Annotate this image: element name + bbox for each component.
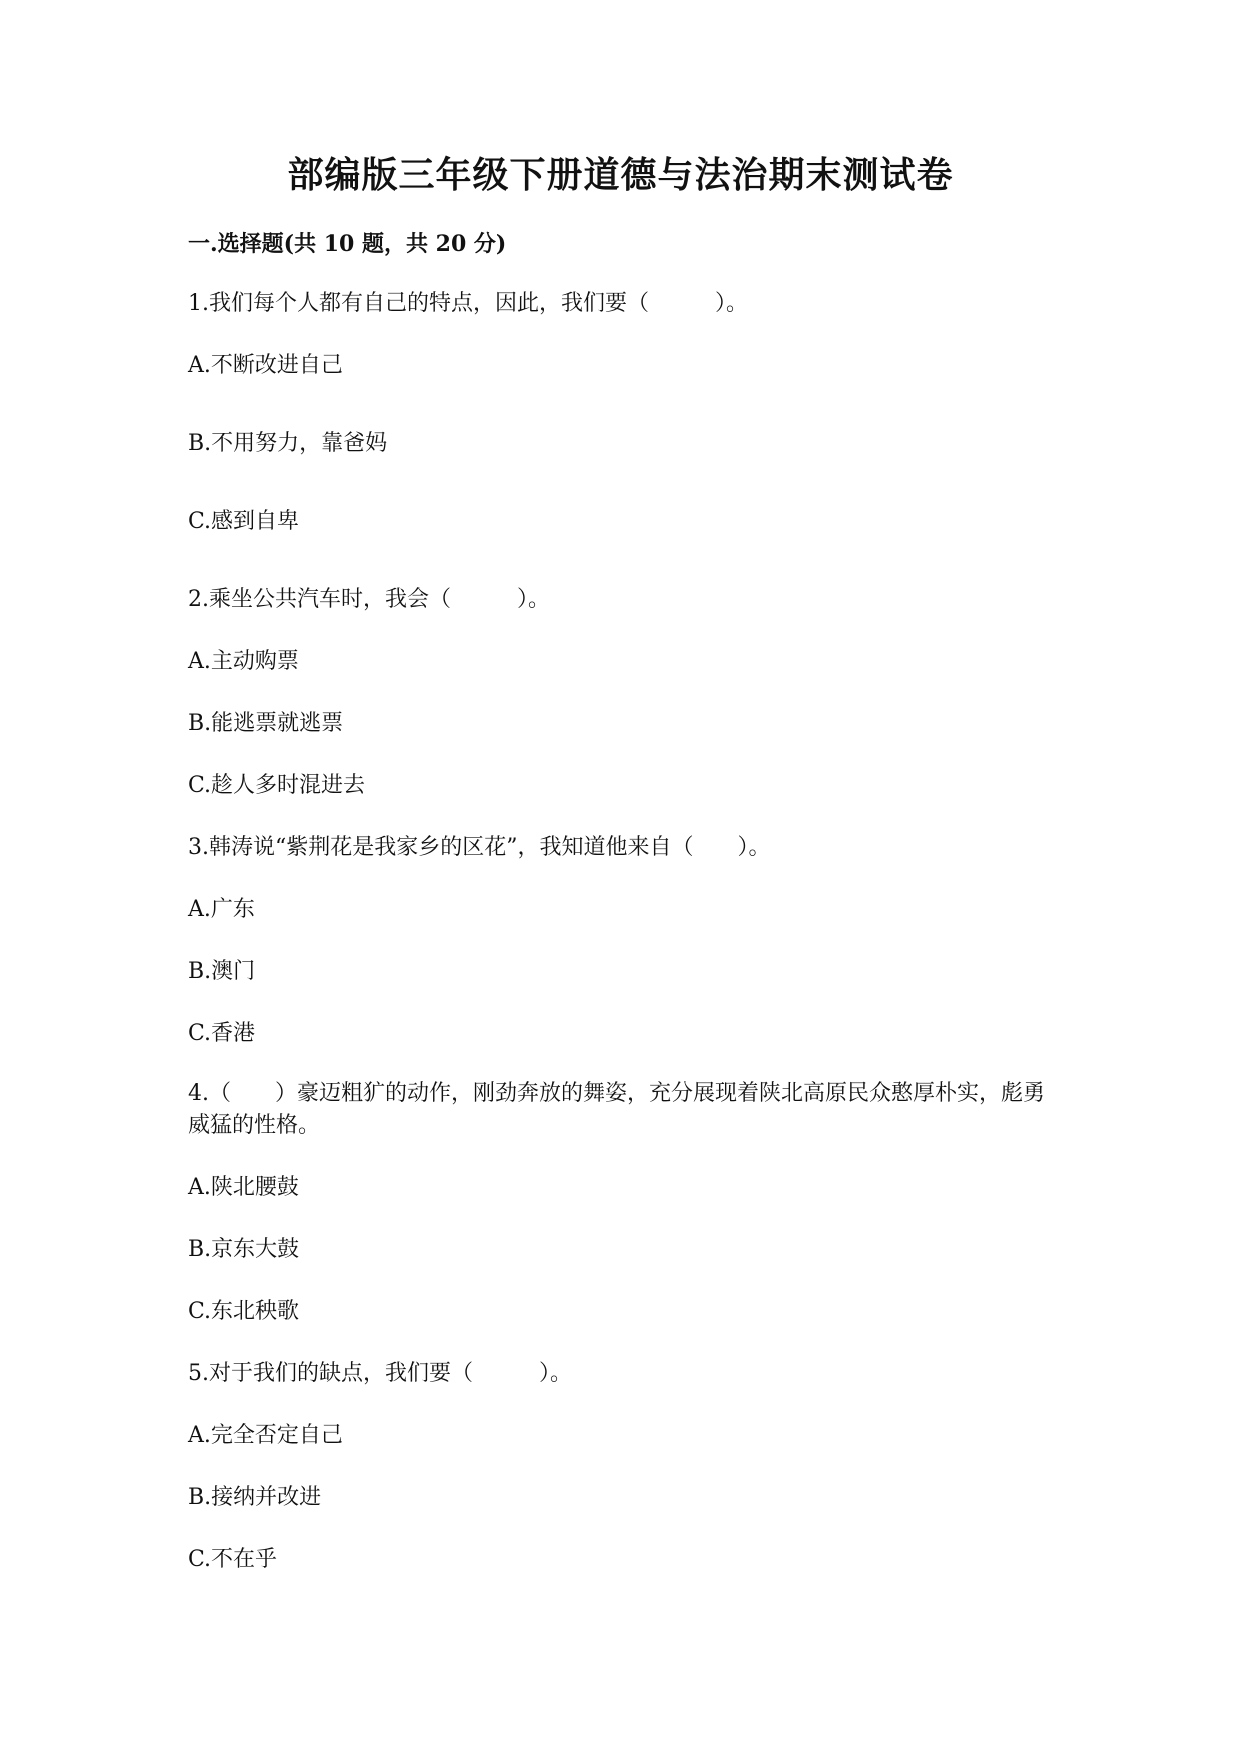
question-5-option-c[interactable]: C.不在乎 — [188, 1547, 278, 1572]
question-3-option-a[interactable]: A.广东 — [188, 897, 255, 922]
question-4-option-c[interactable]: C.东北秧歌 — [188, 1299, 300, 1324]
question-5-option-a[interactable]: A.完全否定自己 — [188, 1423, 343, 1448]
question-3-option-b[interactable]: B.澳门 — [188, 959, 256, 984]
question-1-option-a[interactable]: A.不断改进自己 — [188, 353, 343, 378]
question-1-option-b[interactable]: B.不用努力，靠爸妈 — [188, 431, 388, 456]
question-4-stem: 4.（ ）豪迈粗犷的动作，刚劲奔放的舞姿，充分展现着陕北高原民众憨厚朴实，彪勇威猛的性格。 — [188, 1081, 1045, 1138]
question-2-option-a[interactable]: A.主动购票 — [188, 649, 299, 674]
question-3-option-c[interactable]: C.香港 — [188, 1021, 256, 1046]
section-heading: 一.选择题(共 10 题，共 20 分) — [188, 231, 507, 257]
question-3-stem: 3.韩涛说“紫荆花是我家乡的区花”，我知道他来自（ ）。 — [188, 835, 771, 860]
question-5-option-b[interactable]: B.接纳并改进 — [188, 1485, 322, 1510]
question-1-option-c[interactable]: C.感到自卑 — [188, 509, 300, 534]
question-2-option-c[interactable]: C.趁人多时混进去 — [188, 773, 366, 798]
question-1-stem: 1.我们每个人都有自己的特点，因此，我们要（ ）。 — [188, 291, 748, 316]
question-5-stem: 5.对于我们的缺点，我们要（ ）。 — [188, 1361, 572, 1386]
question-4-option-b[interactable]: B.京东大鼓 — [188, 1237, 300, 1262]
page-title: 部编版三年级下册道德与法治期末测试卷 — [287, 154, 954, 196]
question-4-option-a[interactable]: A.陕北腰鼓 — [188, 1175, 299, 1200]
question-2-stem: 2.乘坐公共汽车时，我会（ ）。 — [188, 587, 550, 612]
question-2-option-b[interactable]: B.能逃票就逃票 — [188, 711, 344, 736]
